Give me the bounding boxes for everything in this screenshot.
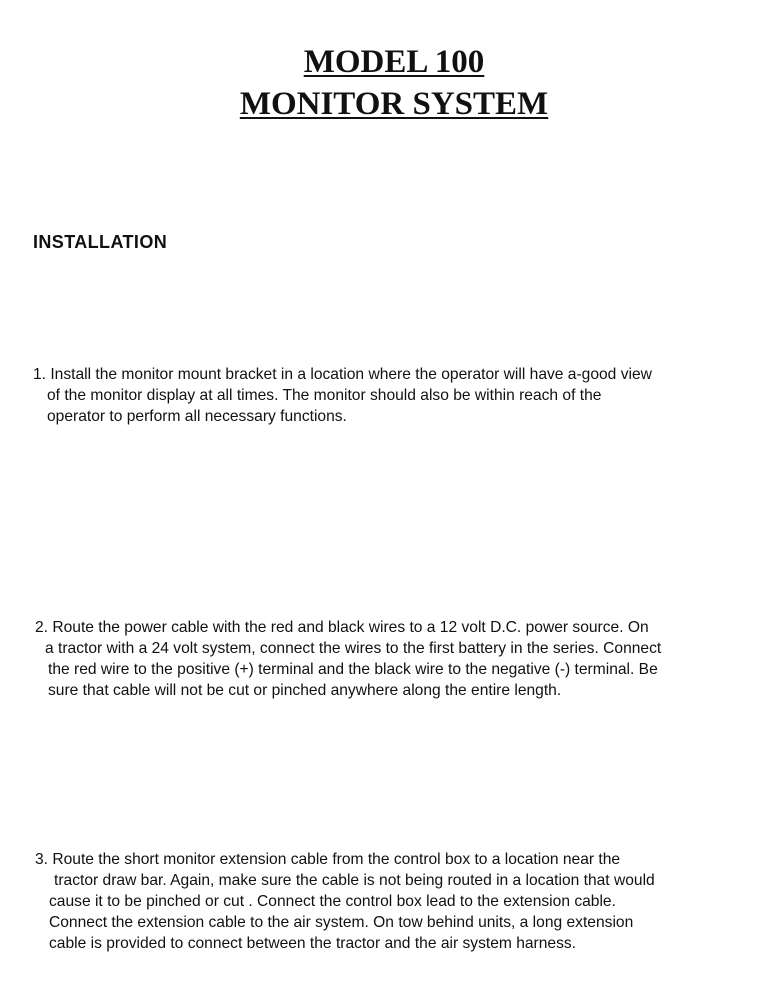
title-line-2: MONITOR SYSTEM: [239, 86, 549, 122]
step-1-line: operator to perform all necessary functions.: [47, 408, 347, 425]
step-2-line: the red wire to the positive (+) terminal and the black wire to the negative (-) terminal. Be: [48, 661, 658, 678]
step-3-line: 3. Route the short monitor extension cable from the control box to a location near the: [35, 851, 621, 868]
step-1-line: of the monitor display at all times. The monitor should also be within reach of the: [47, 387, 602, 404]
step-2-line: a tractor with a 24 volt system, connect the wires to the first battery in the series. Connect: [45, 640, 662, 657]
step-3-line: tractor draw bar. Again, make sure the cable is not being routed in a location that would: [54, 872, 655, 889]
installation-step-2: [35, 617, 661, 701]
installation-step-1: [33, 364, 652, 427]
installation-step-3: [35, 849, 655, 954]
step-3-line: cable is provided to connect between the tractor and the air system harness.: [49, 935, 577, 952]
section-heading-installation: INSTALLATION: [33, 232, 168, 252]
step-2-line: 2. Route the power cable with the red and black wires to a 12 volt D.C. power source. On: [35, 619, 649, 636]
step-3-line: Connect the extension cable to the air system. On tow behind units, a long extension: [49, 914, 634, 931]
title-line-1: MODEL 100: [303, 44, 485, 80]
step-3-line: cause it to be pinched or cut . Connect the control box lead to the extension cable.: [49, 893, 616, 910]
step-1-line: 1. Install the monitor mount bracket in a location where the operator will have a-good view: [33, 366, 652, 383]
step-2-line: sure that cable will not be cut or pinched anywhere along the entire length.: [48, 682, 562, 699]
